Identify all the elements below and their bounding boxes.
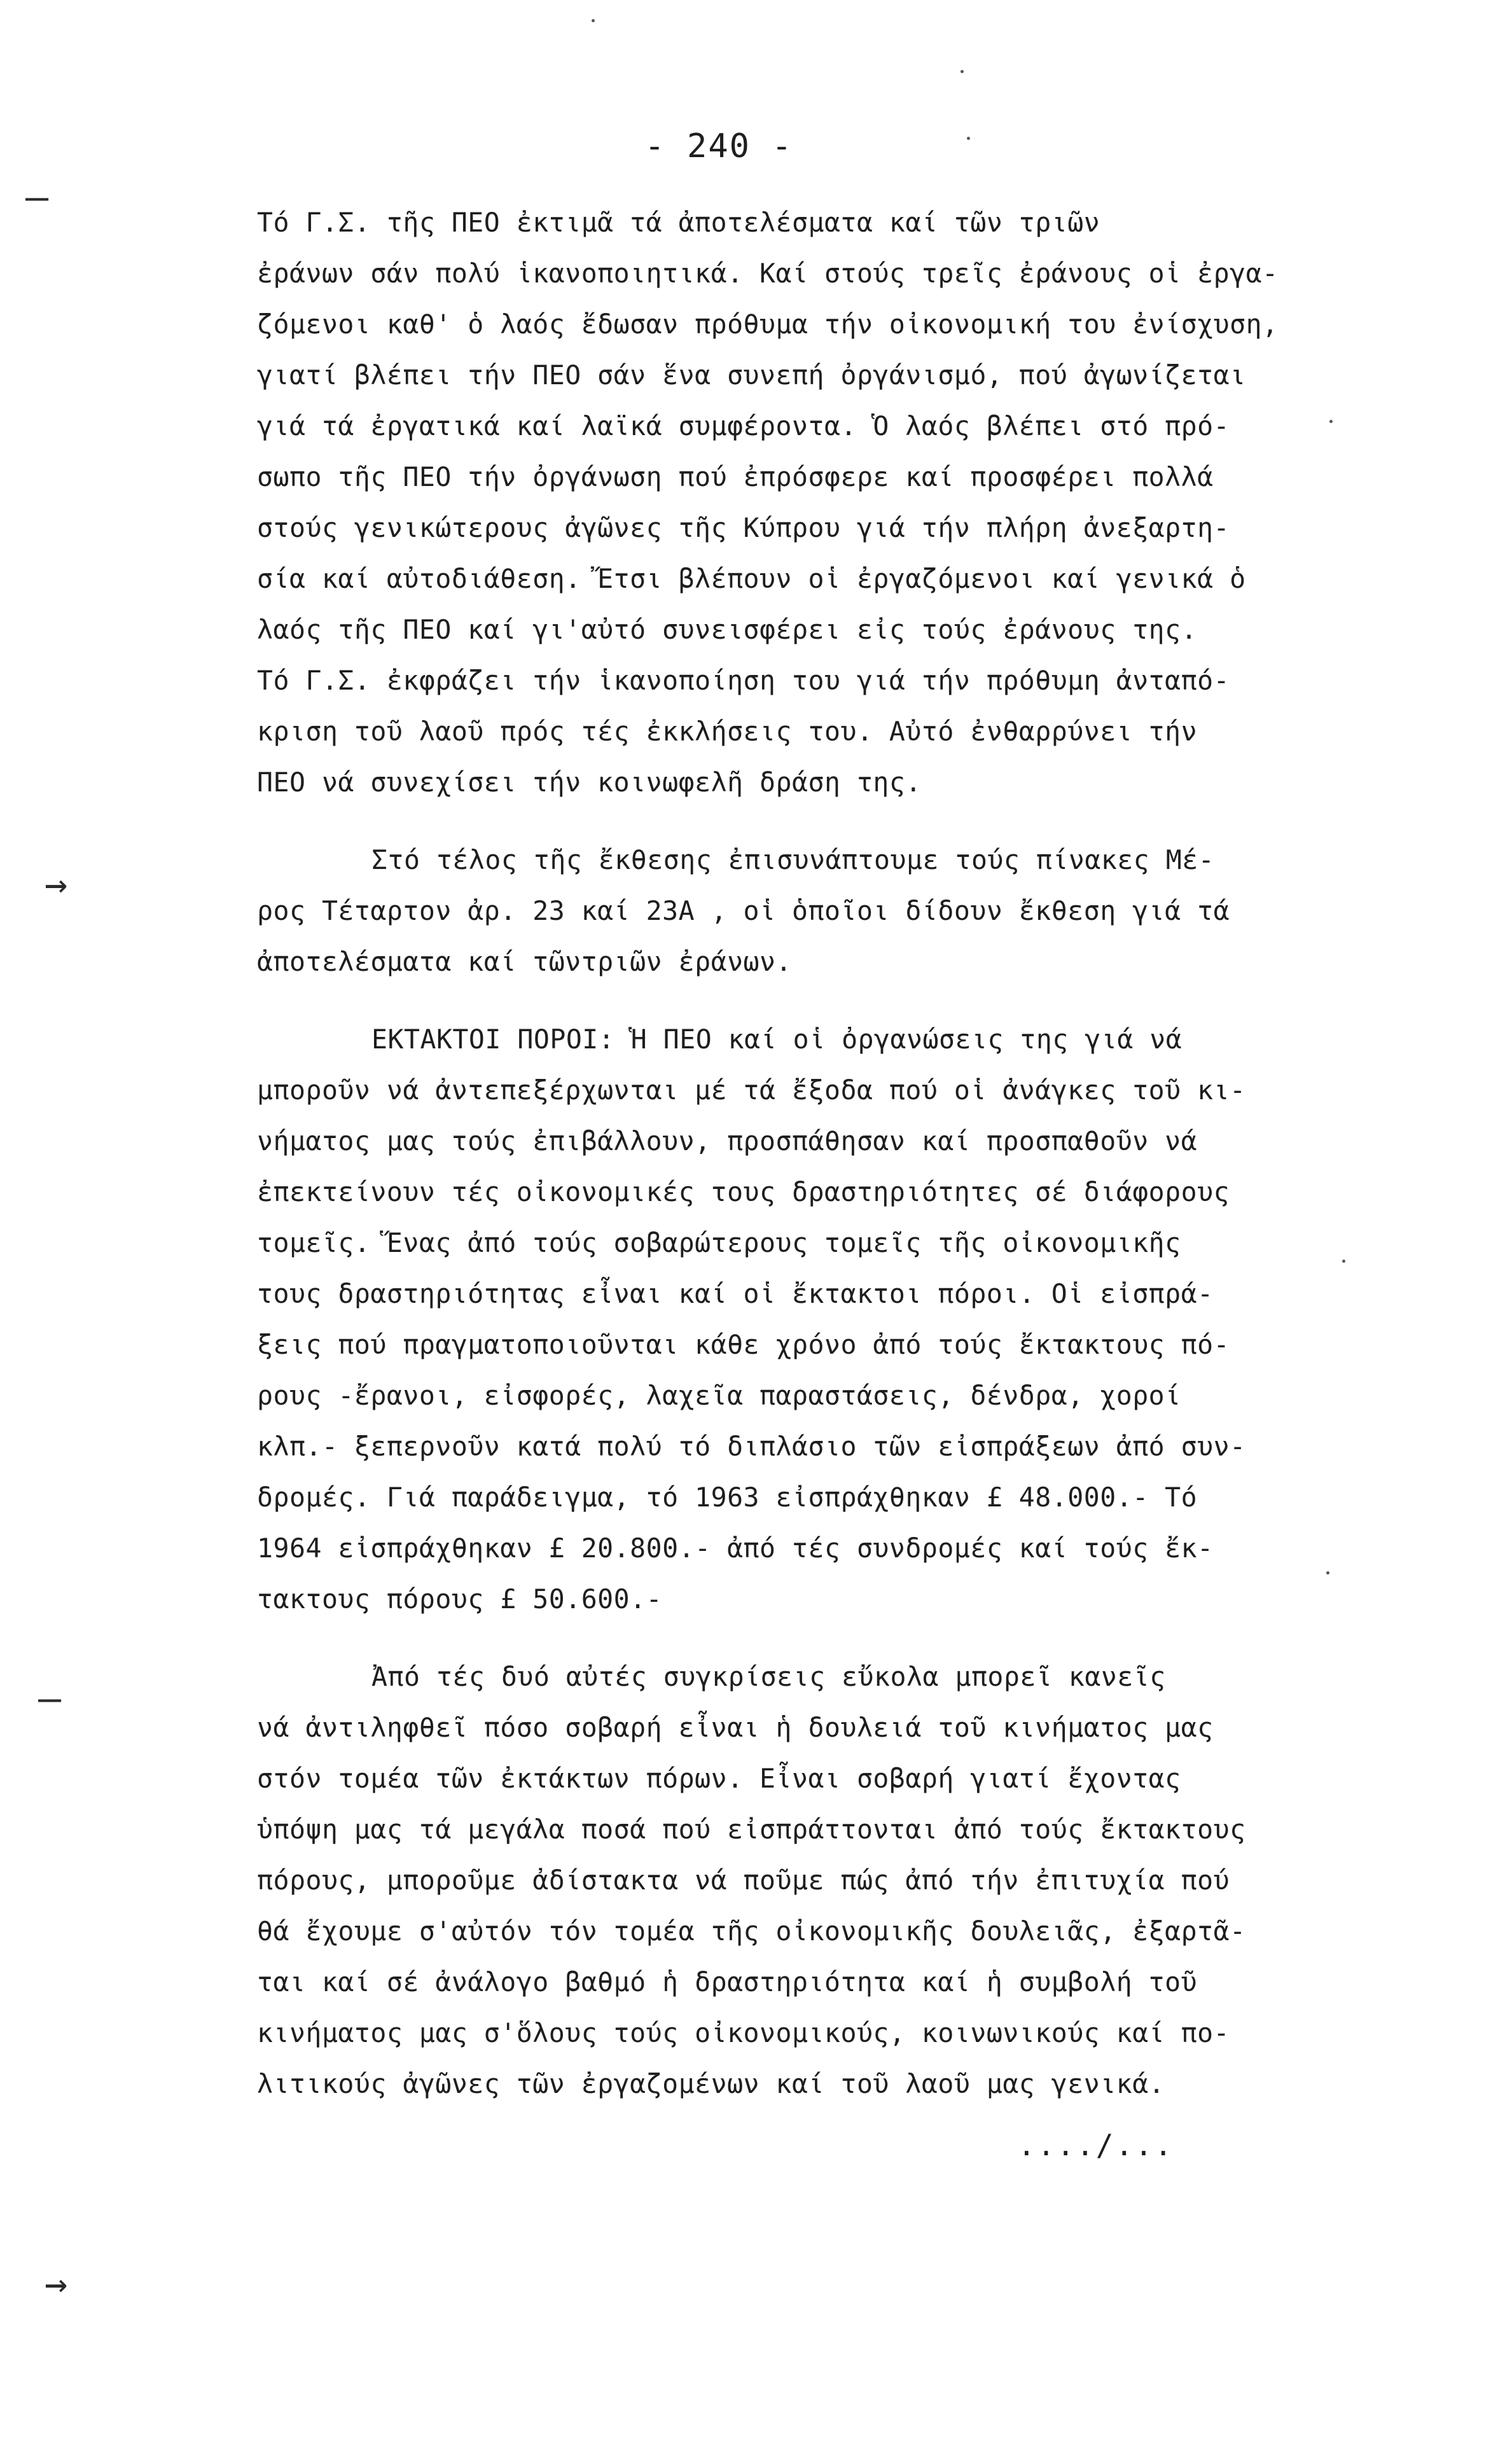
- paragraph-4: [257, 1651, 1364, 2109]
- text-line: 1964 εἰσπράχθηκαν £ 20.800.- ἀπό τές συνδρομές καί τούς ἔκ-: [257, 1532, 1214, 1564]
- text-line: γιά τά ἐργατικά καί λαϊκά συμφέροντα. Ὁ λαός βλέπει στό πρό-: [257, 410, 1230, 441]
- text-line: ξεις πού πραγματοποιοῦνται κάθε χρόνο ἀπό τούς ἔκτακτους πό-: [257, 1329, 1230, 1360]
- text-line: σωπο τῆς ΠΕΟ τήν ὀργάνωση πού ἐπρόσφερε καί προσφέρει πολλά: [257, 461, 1214, 492]
- text-line: ζόμενοι καθ' ὁ λαός ἔδωσαν πρόθυμα τήν οἰκονομική του ἐνίσχυση,: [257, 309, 1279, 340]
- text-line: κλπ.- ξεπερνοῦν κατά πολύ τό διπλάσιο τῶν εἰσπράξεων ἀπό συν-: [257, 1431, 1246, 1462]
- text-line: θά ἔχουμε σ'αὐτόν τόν τομέα τῆς οἰκονομικῆς δουλειᾶς, ἐξαρτᾶ-: [257, 1915, 1246, 1947]
- text-line: μποροῦν νά ἀντεπεξέρχωνται μέ τά ἔξοδα πού οἱ ἀνάγκες τοῦ κι-: [257, 1074, 1246, 1106]
- text-line: ἐράνων σάν πολύ ἱκανοποιητικά. Καί στούς τρεῖς ἐράνους οἱ ἐργα-: [257, 258, 1279, 289]
- text-line: στούς γενικώτερους ἀγῶνες τῆς Κύπρου γιά τήν πλήρη ἀνεξαρτη-: [257, 512, 1230, 543]
- text-line: ρος Τέταρτον ἀρ. 23 καί 23Α , οἱ ὁποῖοι δίδουν ἔκθεση γιά τά: [257, 895, 1230, 926]
- text-line: Στό τέλος τῆς ἔκθεσης ἐπισυνάπτουμε τούς πίνακες Μέ-: [371, 844, 1215, 875]
- text-line: νά ἀντιληφθεῖ πόσο σοβαρή εἶναι ἡ δουλειά τοῦ κινήματος μας: [257, 1712, 1214, 1743]
- page-number: - 240 -: [644, 127, 793, 165]
- text-line: κινήματος μας σ'ὅλους τούς οἰκονομικούς, κοινωνικούς καί πο-: [257, 2017, 1230, 2048]
- margin-tick-icon: —: [25, 175, 49, 219]
- text-line: τακτους πόρους £ 50.600.-: [257, 1583, 663, 1615]
- text-line: ἀποτελέσματα καί τῶντριῶν ἐράνων.: [257, 946, 793, 977]
- text-line: λιτικούς ἀγῶνες τῶν ἐργαζομένων καί τοῦ λαοῦ μας γενικά.: [257, 2068, 1165, 2099]
- text-line: λαός τῆς ΠΕΟ καί γι'αὐτό συνεισφέρει εἰς τούς ἐράνους της.: [257, 614, 1198, 645]
- text-line: ΠΕΟ νά συνεχίσει τήν κοινωφελῆ δράση της.: [257, 767, 922, 798]
- text-line: τους δραστηριότητας εἶναι καί οἱ ἔκτακτοι πόροι. Οἱ εἰσπρά-: [257, 1278, 1214, 1309]
- scan-speck: [592, 19, 595, 22]
- text-line: πόρους, μποροῦμε ἀδίστακτα νά ποῦμε πώς ἀπό τήν ἐπιτυχία πού: [257, 1865, 1230, 1896]
- text-line: τομεῖς. Ἕνας ἀπό τούς σοβαρώτερους τομεῖς τῆς οἰκονομικῆς: [257, 1227, 1181, 1258]
- text-line: ται καί σέ ἀνάλογο βαθμό ἡ δραστηριότητα καί ἡ συμβολή τοῦ: [257, 1966, 1198, 1998]
- margin-arrow-icon: →: [45, 862, 68, 907]
- scan-speck: [967, 137, 970, 140]
- text-line: ἐπεκτείνουν τές οἰκονομικές τους δραστηριότητες σέ διάφορους: [257, 1176, 1230, 1207]
- margin-cross-icon: —: [38, 1676, 62, 1721]
- paragraph-3: [257, 1014, 1364, 1625]
- text-line: κριση τοῦ λαοῦ πρός τές ἐκκλήσεις του. Αὐτό ἐνθαρρύνει τήν: [257, 716, 1198, 747]
- text-line: ὑπόψη μας τά μεγάλα ποσά πού εἰσπράττονται ἀπό τούς ἔκτακτους: [257, 1814, 1246, 1845]
- margin-arrow-icon: →: [45, 2262, 68, 2306]
- document-body: [257, 197, 1364, 2109]
- scan-speck: [1326, 1571, 1329, 1574]
- continuation-mark: ..../...: [1018, 2128, 1174, 2162]
- text-line: Ἀπό τές δυό αὐτές συγκρίσεις εὔκολα μπορεῖ κανεῖς: [371, 1661, 1166, 1692]
- paragraph-1: [257, 197, 1364, 808]
- paragraph-2: [257, 835, 1364, 987]
- text-line: σία καί αὐτοδιάθεση. Ἔτσι βλέπουν οἱ ἐργαζόμενοι καί γενικά ὁ: [257, 563, 1246, 594]
- text-line: ρους -ἔρανοι, εἰσφορές, λαχεῖα παραστάσεις, δένδρα, χοροί: [257, 1380, 1181, 1411]
- text-line: γιατί βλέπει τήν ΠΕΟ σάν ἕνα συνεπή ὀργάνισμό, πού ἀγωνίζεται: [257, 359, 1246, 391]
- text-line: δρομές. Γιά παράδειγμα, τό 1963 εἰσπράχθηκαν £ 48.000.- Τό: [257, 1482, 1198, 1513]
- scan-speck: [1329, 420, 1333, 423]
- scan-speck: [1342, 1260, 1345, 1263]
- section-heading-line: ΕΚΤΑΚΤΟΙ ΠΟΡΟΙ: Ἡ ΠΕΟ καί οἱ ὀργανώσεις της γιά νά: [371, 1024, 1183, 1055]
- text-line: νήματος μας τούς ἐπιβάλλουν, προσπάθησαν καί προσπαθοῦν νά: [257, 1125, 1198, 1157]
- scan-speck: [961, 70, 964, 73]
- text-line: Τό Γ.Σ. ἐκφράζει τήν ἱκανοποίηση του γιά τήν πρόθυμη ἀνταπό-: [257, 665, 1230, 696]
- text-line: Τό Γ.Σ. τῆς ΠΕΟ ἐκτιμᾶ τά ἀποτελέσματα καί τῶν τριῶν: [257, 207, 1100, 238]
- text-line: στόν τομέα τῶν ἐκτάκτων πόρων. Εἶναι σοβαρή γιατί ἔχοντας: [257, 1763, 1181, 1794]
